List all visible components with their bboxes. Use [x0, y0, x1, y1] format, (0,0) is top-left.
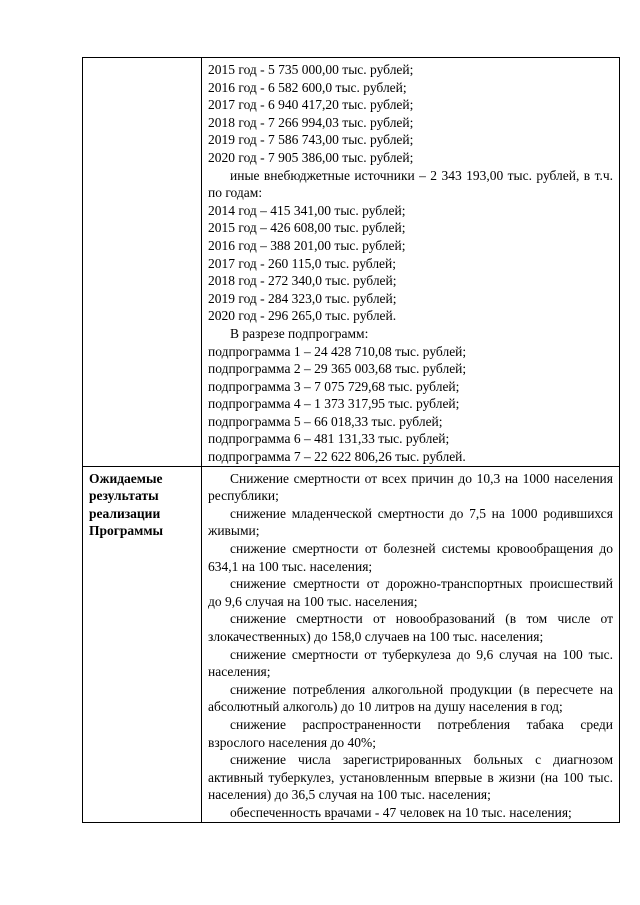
- funding-label-cell: [83, 58, 202, 467]
- results-label-cell: [83, 466, 202, 822]
- result-item: снижение смертности от туберкулеза до 9,6 случая на 100 тыс. населения;: [208, 646, 613, 680]
- result-item: обеспеченность врачами - 47 человек на 10 тыс. населения;: [230, 804, 572, 820]
- other-sources-year-line: 2020 год - 296 265,0 тыс. рублей.: [208, 308, 397, 324]
- program-passport-table: [82, 57, 620, 823]
- funding-year-line: 2017 год - 6 940 417,20 тыс. рублей;: [208, 97, 414, 113]
- result-item: снижение смертности от новообразований (в том числе от злокачественных) до 158,0 случаев на 100 тыс. населения;: [208, 611, 613, 644]
- results-content-cell: [202, 466, 620, 822]
- funding-year-line: 2016 год - 6 582 600,0 тыс. рублей;: [208, 79, 407, 95]
- results-section-label: Ожидаемые результаты реализации Программы: [89, 470, 164, 539]
- subprogram-line: подпрограмма 4 – 1 373 317,95 тыс. рублей;: [208, 396, 460, 412]
- other-sources-year-line: 2019 год - 284 323,0 тыс. рублей;: [208, 290, 397, 306]
- document-page: [82, 57, 617, 823]
- funding-row: [83, 58, 620, 467]
- funding-year-line: 2019 год - 7 586 743,00 тыс. рублей;: [208, 132, 414, 148]
- funding-year-line: 2018 год - 7 266 994,03 тыс. рублей;: [208, 114, 414, 130]
- subprogram-line: подпрограмма 1 – 24 428 710,08 тыс. рублей;: [208, 343, 467, 359]
- results-row: [83, 466, 620, 822]
- other-sources-year-line: 2015 год – 426 608,00 тыс. рублей;: [208, 220, 406, 236]
- subprogram-line: подпрограмма 3 – 7 075 729,68 тыс. рублей;: [208, 378, 460, 394]
- result-item: снижение смертности от дорожно-транспортных происшествий до 9,6 случая на 100 тыс. населения;: [208, 576, 613, 609]
- result-item: снижение смертности от болезней системы кровообращения до 634,1 на 100 тыс. населения;: [208, 541, 613, 574]
- other-sources-year-line: 2017 год - 260 115,0 тыс. рублей;: [208, 255, 397, 271]
- result-item: снижение потребления алкогольной продукции (в пересчете на абсолютный алкоголь) до 10 литров на душу населения в год;: [208, 681, 613, 715]
- result-item: снижение числа зарегистрированных больных с диагнозом активный туберкулез, установленным впервые в жизни (на 100 тыс. населения) до 36,5 случая на 100 тыс. населения;: [208, 752, 613, 803]
- funding-year-line: 2020 год - 7 905 386,00 тыс. рублей;: [208, 149, 414, 165]
- result-item: снижение младенческой смертности до 7,5 на 1000 родившихся живыми;: [208, 505, 613, 539]
- result-item: Снижение смертности от всех причин до 10,3 на 1000 населения республики;: [208, 470, 613, 504]
- result-item: снижение распространенности потребления табака среди взрослого населения до 40%;: [208, 716, 613, 750]
- other-sources-year-line: 2014 год – 415 341,00 тыс. рублей;: [208, 202, 406, 218]
- subprogram-line: подпрограмма 6 – 481 131,33 тыс. рублей;: [208, 431, 450, 447]
- subprogram-line: подпрограмма 2 – 29 365 003,68 тыс. рублей;: [208, 361, 467, 377]
- funding-year-line: 2015 год - 5 735 000,00 тыс. рублей;: [208, 62, 414, 77]
- other-sources-year-line: 2016 год – 388 201,00 тыс. рублей;: [208, 237, 406, 253]
- subprogram-line: подпрограмма 5 – 66 018,33 тыс. рублей;: [208, 413, 443, 429]
- other-sources-year-line: 2018 год - 272 340,0 тыс. рублей;: [208, 273, 397, 289]
- other-sources-header: иные внебюджетные источники – 2 343 193,00 тыс. рублей, в т.ч. по годам:: [208, 167, 613, 201]
- funding-content-cell: [202, 58, 620, 467]
- subprograms-header: В разрезе подпрограмм:: [230, 325, 369, 341]
- subprogram-line: подпрограмма 7 – 22 622 806,26 тыс. рублей.: [208, 449, 466, 465]
